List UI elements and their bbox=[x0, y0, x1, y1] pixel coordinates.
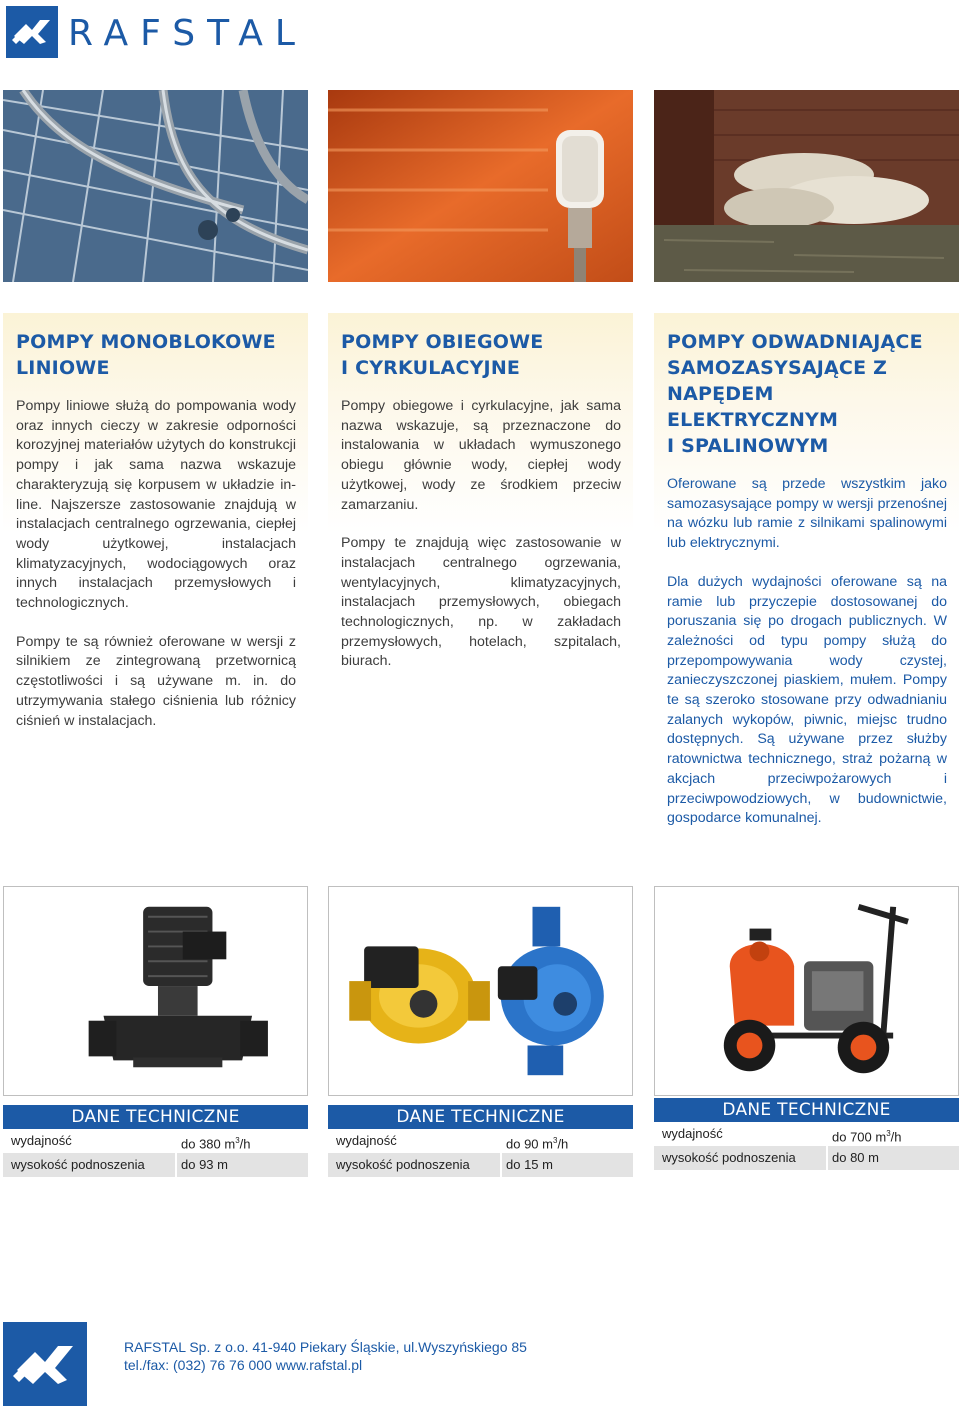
column-paragraph: Pompy te są również oferowane w wersji z silnikiem ze zintegrowaną przetwornicą częstotliwości i są używane m. in. do utrzymywania stałego ciśnienia lub różnicy ciśnień w instalacjach. bbox=[16, 633, 296, 729]
tech-table-2 bbox=[328, 1105, 633, 1177]
value-unit: /h bbox=[557, 1136, 569, 1152]
product-image-inline-pump bbox=[3, 886, 308, 1096]
tech-row-value bbox=[826, 1122, 959, 1146]
tech-table-1 bbox=[3, 1105, 308, 1177]
column-paragraph: Oferowane są przede wszystkim jako samozasysające pompy w wersji przenośnej na wózku lub ramie z silnikami spalinowymi lub elektrycznymi. bbox=[667, 476, 947, 552]
tech-row-capacity bbox=[328, 1129, 633, 1153]
value-text: do 380 m bbox=[181, 1136, 236, 1152]
tech-row-capacity bbox=[3, 1129, 308, 1153]
brand-wordmark: RAFSTAL bbox=[68, 13, 307, 54]
tech-row-value: do 80 m bbox=[826, 1146, 959, 1170]
title-line: POMPY OBIEGOWE bbox=[341, 331, 544, 353]
tech-row-label: wydajność bbox=[336, 1133, 397, 1148]
value-sup: 3 bbox=[552, 1136, 558, 1145]
value-unit: /h bbox=[890, 1129, 902, 1145]
tech-row-label: wysokość podnoszenia bbox=[336, 1157, 470, 1172]
tech-row-head bbox=[3, 1153, 308, 1177]
photo-greenhouse-pipes bbox=[3, 90, 308, 282]
tech-table-header: DANE TECHNICZNE bbox=[654, 1098, 959, 1122]
footer-phone-web: tel./fax: (032) 76 76 000 www.rafstal.pl bbox=[124, 1357, 363, 1373]
footer-address: RAFSTAL Sp. z o.o. 41-940 Piekary Śląskie, ul.Wyszyńskiego 85 bbox=[124, 1339, 527, 1355]
value-sup: 3 bbox=[235, 1136, 240, 1145]
column-paragraph: Pompy obiegowe i cyrkulacyjne, jak sama nazwa wskazuje, są przeznaczone do instalowania w układach wymuszonego obiegu głównie wody, ciepłej wody użytkowej, wody ze środkiem przeciw zamarzaniu. bbox=[341, 398, 621, 513]
tech-row-capacity bbox=[654, 1122, 959, 1146]
column-title bbox=[667, 329, 947, 459]
title-line: POMPY MONOBLOKOWE bbox=[16, 331, 276, 353]
value-text: do 700 m bbox=[832, 1129, 887, 1145]
product-image-circulation-pumps bbox=[328, 886, 633, 1096]
rafstal-logo-icon bbox=[6, 6, 58, 58]
column-title bbox=[16, 329, 296, 381]
tech-table-header: DANE TECHNICZNE bbox=[328, 1105, 633, 1129]
tech-row-label: wydajność bbox=[662, 1126, 723, 1141]
tech-row-value bbox=[175, 1129, 308, 1153]
title-line: I SPALINOWYM bbox=[667, 435, 829, 457]
photo-flood-sandbags bbox=[654, 90, 959, 282]
tech-row-head bbox=[328, 1153, 633, 1177]
title-line: LINIOWE bbox=[16, 357, 110, 379]
column-monoblock-pumps bbox=[3, 313, 308, 833]
value-sup: 3 bbox=[886, 1129, 891, 1138]
tech-row-label: wysokość podnoszenia bbox=[11, 1157, 145, 1172]
tech-row-value: do 15 m bbox=[500, 1153, 633, 1177]
title-line: POMPY ODWADNIAJĄCE bbox=[667, 331, 923, 353]
footer-contact bbox=[124, 1338, 527, 1374]
value-unit: /h bbox=[239, 1136, 251, 1152]
tech-row-head bbox=[654, 1146, 959, 1170]
value-text: do 90 m bbox=[506, 1136, 553, 1152]
column-paragraph: Pompy liniowe służą do pompowania wody oraz innych cieczy w zakresie odporności korozyjnej materiałów użytych do konstrukcji pompy i jak sama nazwa wskazuje charakteryzują się korpusem w układzie in-line. Najszersze zastosowanie znajdują w instalacjach centralnego ogrzewania, ciepłej wody użytkowej, instalacjach klimatyzacyjnych, wodociągowych oraz innych instalacjach przemysłowych i technologicznych. bbox=[16, 398, 296, 612]
tech-row-value bbox=[500, 1129, 633, 1153]
footer-logo-icon bbox=[3, 1322, 87, 1406]
tech-row-label: wysokość podnoszenia bbox=[662, 1150, 796, 1165]
title-line: NAPĘDEM ELEKTRYCZNYM bbox=[667, 383, 839, 431]
column-dewatering-pumps bbox=[654, 313, 959, 833]
photo-radiator-valve bbox=[328, 90, 633, 282]
tech-row-label: wydajność bbox=[11, 1133, 72, 1148]
column-title bbox=[341, 329, 621, 381]
tech-table-header: DANE TECHNICZNE bbox=[3, 1105, 308, 1129]
tech-row-value: do 93 m bbox=[175, 1153, 308, 1177]
title-line: I CYRKULACYJNE bbox=[341, 357, 521, 379]
column-paragraph: Pompy te znajdują więc zastosowanie w instalacjach centralnego ogrzewania, wentylacyjnych, klimatyzacyjnych, instalacjach przemysłowych, obiegach technologicznych, np. w zakładach przemysłowych, hotelach, szpitalach, biurach. bbox=[341, 535, 621, 670]
tech-table-3 bbox=[654, 1098, 959, 1170]
product-image-dewatering-pump-cart bbox=[654, 886, 959, 1096]
column-circulation-pumps bbox=[328, 313, 633, 833]
title-line: SAMOZASYSAJĄCE Z bbox=[667, 357, 888, 379]
column-paragraph: Dla dużych wydajności oferowane są na ramie lub przyczepie dostosowanej do poruszania się po drogach publicznych. W zależności od typu pompy służą do przepompowywania wody czystej, zanieczyszczonej piaskiem, mułem. Pompy te są szeroko stosowane przy odwadnianiu zalanych wykopów, piwnic, miejsc trudno dostępnych. Są używane przez służby ratownictwa technicznego, straż pożarną w akcjach przeciwpożarowych i przeciwpowodziowych, w budownictwie, gospodarce komunalnej. bbox=[667, 573, 947, 827]
